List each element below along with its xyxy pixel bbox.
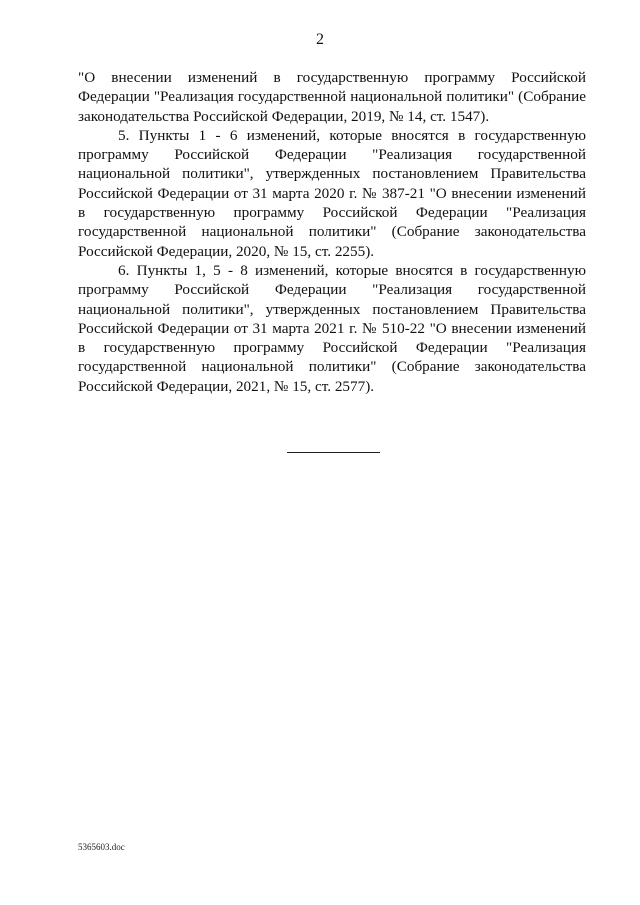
paragraph-item-5: 5. Пункты 1 - 6 изменений, которые вносятся в государственную программу Российской Федерации "Реализация государственной национальной политики", утвержденных постановлением Правительства Российской Федерации от 31 марта 2020 г. № 387-21 "О внесении изменений в государственную программу Российской Федерации "Реализация государственной национальной политики" (Собрание законодательства Российской Федерации, 2020, № 15, ст. 2255). bbox=[78, 126, 586, 260]
document-body bbox=[78, 68, 586, 396]
footer-doc-code: 5365603.doc bbox=[78, 842, 125, 852]
paragraph-item-6: 6. Пункты 1, 5 - 8 изменений, которые вносятся в государственную программу Российской Федерации "Реализация государственной национальной политики", утвержденных постановлением Правительства Российской Федерации от 31 марта 2021 г. № 510-22 "О внесении изменений в государственную программу Российской Федерации "Реализация государственной национальной политики" (Собрание законодательства Российской Федерации, 2021, № 15, ст. 2577). bbox=[78, 261, 586, 395]
end-separator-line bbox=[287, 452, 380, 453]
page-number: 2 bbox=[316, 31, 324, 48]
paragraph-continuation: "О внесении изменений в государственную программу Российской Федерации "Реализация государственной национальной политики" (Собрание законодательства Российской Федерации, 2019, № 14, ст. 1547). bbox=[78, 69, 586, 125]
